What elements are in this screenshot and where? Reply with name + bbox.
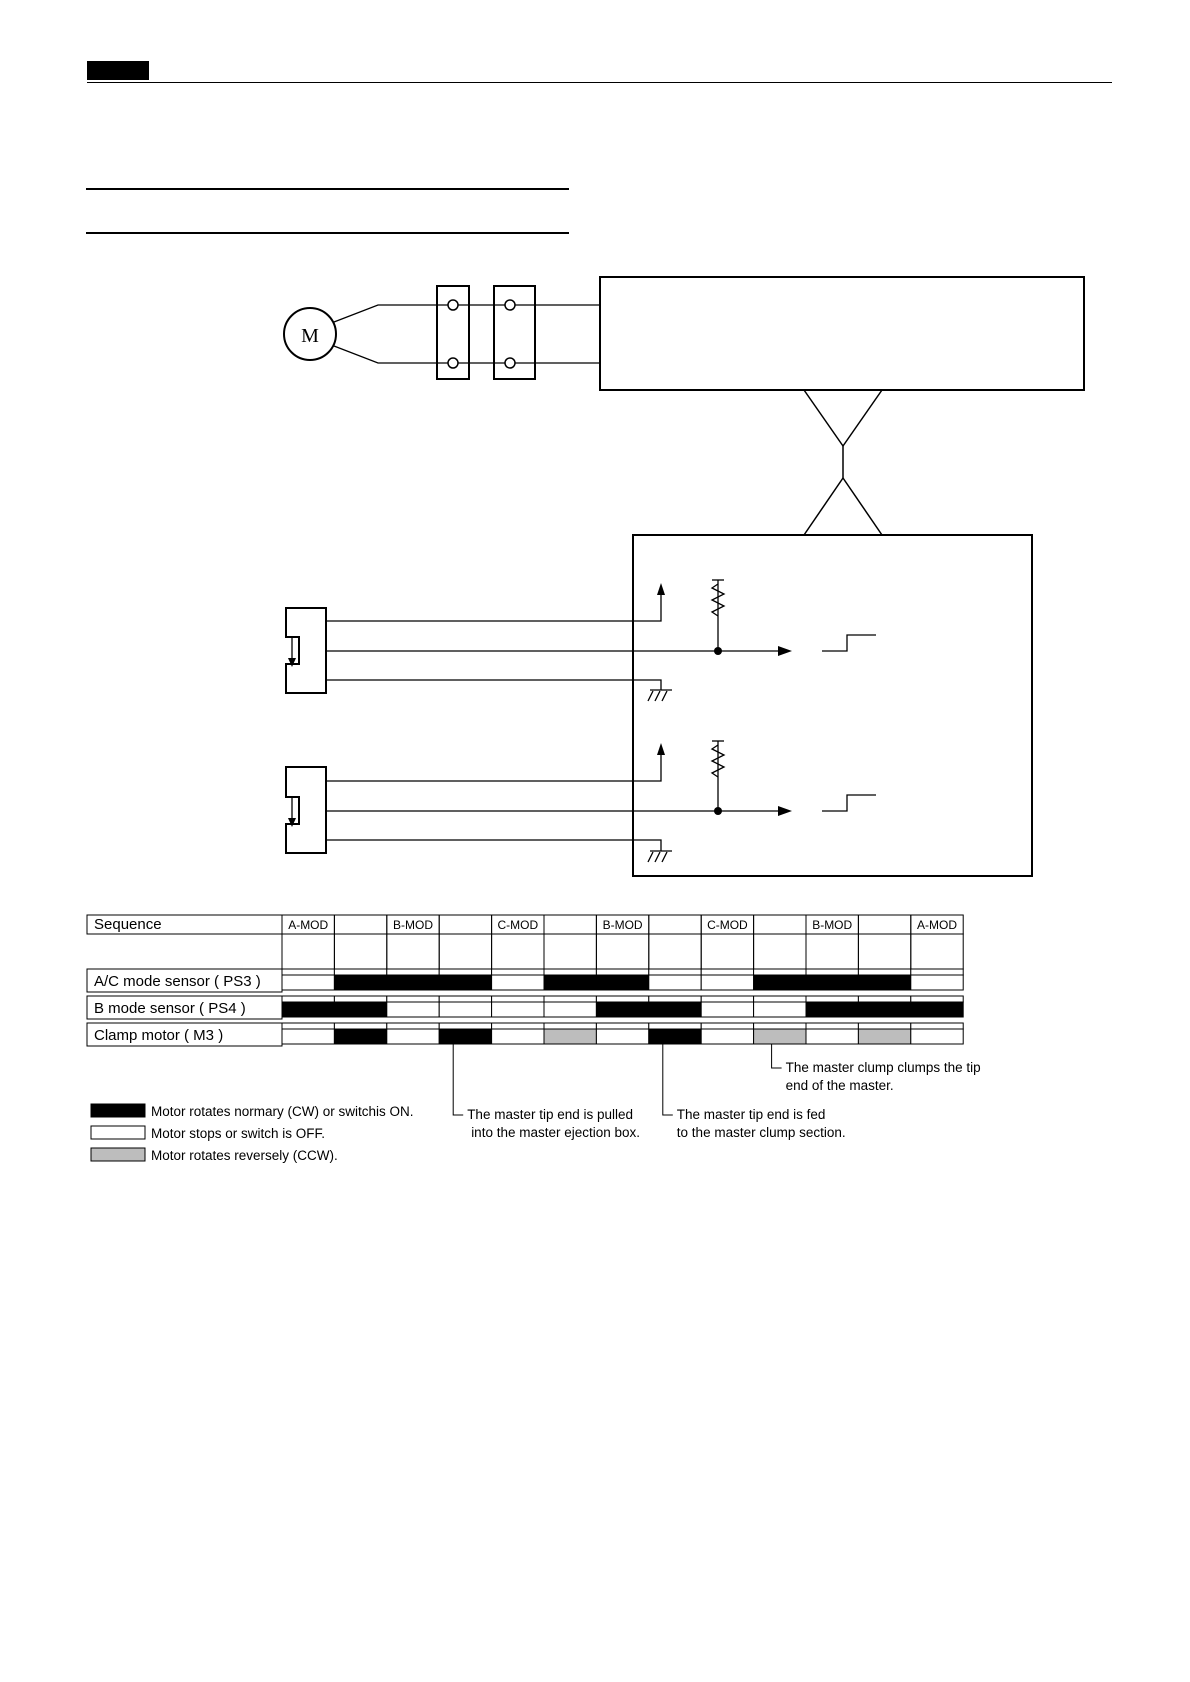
- signal-state-cell: [806, 975, 858, 990]
- mode-spacer-cell: [701, 934, 753, 969]
- legend: [91, 1104, 414, 1163]
- mode-label: A-MOD: [288, 918, 329, 932]
- signal-top-cell: [701, 996, 753, 1002]
- signal-top-cell: [439, 1023, 491, 1029]
- signal-top-cell: [439, 969, 491, 975]
- signal-top-cell: [492, 996, 544, 1002]
- signal-state-cell: [387, 1029, 439, 1044]
- signal-top-cell: [701, 969, 753, 975]
- legend-label: Motor rotates normary (CW) or switchis ON.: [151, 1104, 414, 1119]
- signal-top-cell: [387, 1023, 439, 1029]
- clamp-motor-symbol: [284, 308, 336, 360]
- signal-top-cell: [334, 969, 386, 975]
- mode-spacer-cell: [596, 934, 648, 969]
- signal-state-cell: [387, 975, 439, 990]
- signal-state-cell: [858, 1002, 910, 1017]
- signal-label: A/C mode sensor ( PS3 ): [94, 973, 261, 990]
- legend-swatch-off: [91, 1126, 145, 1139]
- connector-2: [494, 286, 535, 379]
- motor-label: M: [301, 325, 319, 347]
- board-interconnect: [804, 390, 882, 535]
- mode-header-cell: [439, 915, 491, 934]
- signal-top-cell: [858, 969, 910, 975]
- signal-state-cell: [701, 1029, 753, 1044]
- signal-top-cell: [806, 969, 858, 975]
- mode-header-cell: [544, 915, 596, 934]
- signal-state-cell: [282, 1002, 334, 1017]
- signal-label: B mode sensor ( PS4 ): [94, 1000, 246, 1017]
- ps3-junction: [714, 647, 722, 655]
- signal-state-cell: [701, 975, 753, 990]
- signal-top-cell: [596, 996, 648, 1002]
- connector-1: [437, 286, 469, 379]
- signal-top-cell: [754, 996, 806, 1002]
- sensor-ps4-symbol: [286, 767, 326, 853]
- sensor-ps3-wiring: [326, 580, 876, 701]
- signal-top-cell: [858, 1023, 910, 1029]
- signal-state-cell: [649, 975, 701, 990]
- annotation-leader: [663, 1044, 673, 1115]
- signal-state-cell: [544, 1029, 596, 1044]
- signal-top-cell: [754, 969, 806, 975]
- signal-state-cell: [439, 1002, 491, 1017]
- signal-state-cell: [858, 975, 910, 990]
- signal-label: Clamp motor ( M3 ): [94, 1027, 224, 1044]
- annotation-leader: [453, 1044, 463, 1115]
- annotation-text: end of the master.: [785, 1078, 894, 1093]
- mode-spacer-cell: [911, 934, 963, 969]
- signal-state-cell: [754, 1002, 806, 1017]
- signal-state-cell: [911, 1002, 963, 1017]
- signal-state-cell: [858, 1029, 910, 1044]
- signal-state-cell: [701, 1002, 753, 1017]
- signal-state-cell: [439, 975, 491, 990]
- signal-top-cell: [649, 996, 701, 1002]
- signal-top-cell: [282, 1023, 334, 1029]
- mode-header-cell: [649, 915, 701, 934]
- signal-state-cell: [282, 975, 334, 990]
- signal-top-cell: [806, 1023, 858, 1029]
- legend-swatch-ccw: [91, 1148, 145, 1161]
- signal-top-cell: [649, 1023, 701, 1029]
- signal-top-cell: [649, 969, 701, 975]
- signal-top-cell: [544, 969, 596, 975]
- signal-top-cell: [544, 1023, 596, 1029]
- motor-drive-board: [600, 277, 1084, 390]
- signal-state-cell: [334, 1002, 386, 1017]
- signal-state-cell: [492, 1002, 544, 1017]
- signal-top-cell: [911, 969, 963, 975]
- signal-top-cell: [439, 996, 491, 1002]
- ps3-signal-arrow: [778, 646, 792, 656]
- signal-top-cell: [334, 996, 386, 1002]
- legend-swatch-on: [91, 1104, 145, 1117]
- sensor-ps3-symbol: [286, 608, 326, 693]
- annotation-text: The master tip end is fed: [676, 1107, 826, 1122]
- signal-top-cell: [282, 969, 334, 975]
- signal-state-cell: [544, 1002, 596, 1017]
- mode-header-cell: [754, 915, 806, 934]
- signal-top-cell: [596, 1023, 648, 1029]
- mode-header-cell: [858, 915, 910, 934]
- signal-state-cell: [492, 975, 544, 990]
- signal-state-cell: [492, 1029, 544, 1044]
- motor-wiring: [334, 305, 599, 363]
- signal-top-cell: [282, 996, 334, 1002]
- signal-state-cell: [387, 1002, 439, 1017]
- mode-label: B-MOD: [812, 918, 853, 932]
- annotation-text: to the master clump section.: [676, 1125, 846, 1140]
- annotation-text: The master clump clumps the tip: [785, 1060, 981, 1075]
- ps3-vcc-arrow: [657, 583, 665, 595]
- signal-state-cell: [754, 1029, 806, 1044]
- mode-label: A-MOD: [917, 918, 957, 932]
- mode-spacer-cell: [439, 934, 491, 969]
- mode-label: B-MOD: [602, 918, 643, 932]
- signal-state-cell: [754, 975, 806, 990]
- signal-state-cell: [596, 1002, 648, 1017]
- signal-top-cell: [754, 1023, 806, 1029]
- signal-top-cell: [911, 1023, 963, 1029]
- legend-label: Motor rotates reversely (CCW).: [151, 1148, 338, 1163]
- ps4-junction: [714, 807, 722, 815]
- signal-top-cell: [911, 996, 963, 1002]
- mode-label: C-MOD: [497, 918, 539, 932]
- signal-top-cell: [544, 996, 596, 1002]
- mode-spacer-cell: [387, 934, 439, 969]
- signal-state-cell: [649, 1029, 701, 1044]
- signal-state-cell: [806, 1002, 858, 1017]
- mode-spacer-cell: [649, 934, 701, 969]
- signal-top-cell: [492, 969, 544, 975]
- mode-spacer-cell: [544, 934, 596, 969]
- signal-state-cell: [282, 1029, 334, 1044]
- mode-spacer-cell: [492, 934, 544, 969]
- signal-state-cell: [334, 1029, 386, 1044]
- annotation-text: The master tip end is pulled: [467, 1107, 634, 1122]
- signal-top-cell: [701, 1023, 753, 1029]
- signal-state-cell: [439, 1029, 491, 1044]
- signal-top-cell: [806, 996, 858, 1002]
- sequence-label: Sequence: [94, 916, 162, 933]
- signal-state-cell: [649, 1002, 701, 1017]
- signal-top-cell: [387, 996, 439, 1002]
- signal-state-cell: [596, 1029, 648, 1044]
- mode-header-cell: [334, 915, 386, 934]
- signal-state-cell: [806, 1029, 858, 1044]
- signal-top-cell: [492, 1023, 544, 1029]
- signal-top-cell: [334, 1023, 386, 1029]
- signal-top-cell: [858, 996, 910, 1002]
- signal-state-cell: [911, 1029, 963, 1044]
- mode-spacer-cell: [754, 934, 806, 969]
- signal-top-cell: [387, 969, 439, 975]
- annotation-text: into the master ejection box.: [471, 1125, 641, 1140]
- control-board: [633, 535, 1032, 876]
- signal-state-cell: [334, 975, 386, 990]
- signal-top-cell: [596, 969, 648, 975]
- legend-label: Motor stops or switch is OFF.: [151, 1126, 326, 1141]
- mode-spacer-cell: [806, 934, 858, 969]
- mode-spacer-cell: [334, 934, 386, 969]
- mode-label: B-MOD: [393, 918, 433, 932]
- ps4-signal-arrow: [778, 806, 792, 816]
- signal-state-cell: [544, 975, 596, 990]
- mode-label: C-MOD: [707, 918, 748, 932]
- mode-spacer-cell: [858, 934, 910, 969]
- sensor-ps4-wiring: [326, 741, 876, 862]
- signal-state-cell: [911, 975, 963, 990]
- annotation-leader: [772, 1044, 782, 1068]
- mode-spacer-cell: [282, 934, 334, 969]
- ps4-vcc-arrow: [657, 743, 665, 755]
- signal-state-cell: [596, 975, 648, 990]
